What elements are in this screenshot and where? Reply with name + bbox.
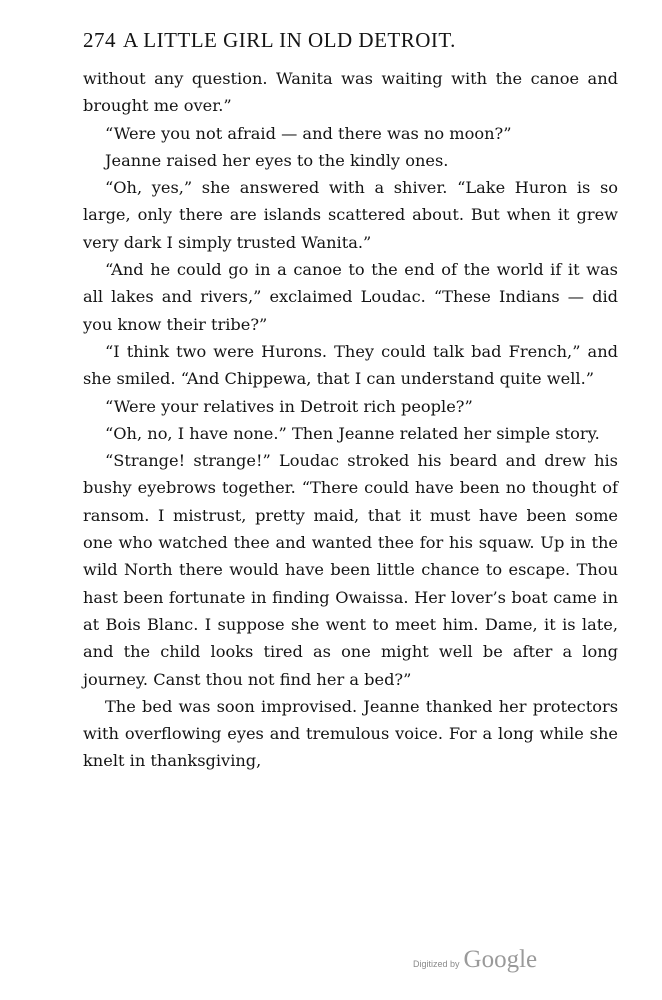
paragraph: “Strange! strange!” Loudac stroked his beard and drew his bushy eyebrows together. “There could have been no thought of ransom. I mistrust, pretty maid, that it must have been some one who watched thee and wanted thee for his squaw. Up in the wild North there would have been little chance to escape. Thou hast been fortunate in finding Owaissa. Her lover’s boat came in at Bois Blanc. I suppose she went to meet him. Dame, it is late, and the child looks tired as one might well be after a long journey. Canst thou not find her a bed?”	[83, 451, 618, 689]
book-page	[83, 28, 618, 775]
paragraph: “Were your relatives in Detroit rich people?”	[105, 396, 473, 416]
paragraph: The bed was soon improvised. Jeanne thanked her protectors with overflowing eyes and tremulous voice. For a long while she knelt in thanksgiving,	[83, 696, 618, 771]
paragraph: Jeanne raised her eyes to the kindly ones.	[105, 150, 449, 170]
page-number: 274	[83, 28, 116, 52]
paragraph: “I think two were Hurons. They could talk bad French,” and she smiled. “And Chippewa, that I can understand quite well.”	[83, 341, 618, 389]
paragraph: “Were you not afraid — and there was no moon?”	[105, 123, 512, 143]
body-text	[83, 65, 618, 775]
google-logo: Google	[463, 946, 538, 973]
digitization-watermark	[413, 946, 537, 974]
digitized-by-label: Digitized by	[413, 959, 460, 969]
running-header	[83, 28, 618, 53]
paragraph: without any question. Wanita was waiting with the canoe and brought me over.”	[83, 69, 618, 116]
paragraph: “Oh, yes,” she answered with a shiver. “Lake Huron is so large, only there are islands scattered about. But when it grew very dark I simply trusted Wanita.”	[83, 178, 618, 252]
paragraph: “Oh, no, I have none.” Then Jeanne related her simple story.	[105, 423, 600, 443]
running-title: A LITTLE GIRL IN OLD DETROIT.	[123, 28, 456, 52]
paragraph: “And he could go in a canoe to the end of the world if it was all lakes and rivers,” exclaimed Loudac. “These Indians — did you know their tribe?”	[83, 260, 618, 334]
